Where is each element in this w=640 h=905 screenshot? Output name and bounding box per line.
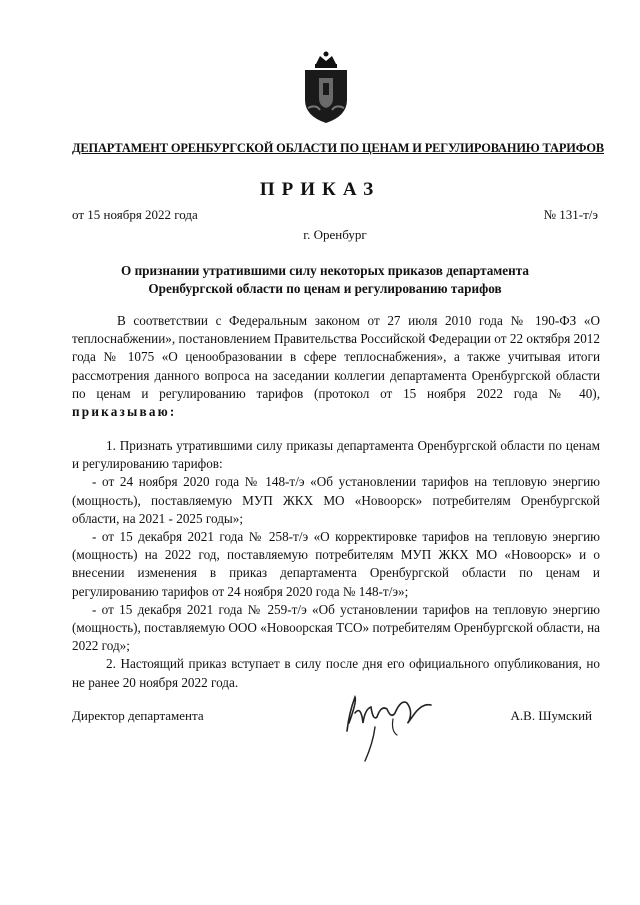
order-number: № 131-т/э	[543, 207, 598, 222]
repealed-order-259: - от 15 декабря 2021 года № 259-т/э «Об установлении тарифов на тепловую энергию (мощность), поставляемую ООО «Новоорская ТСО» потребителям Оренбургской области, на 2022 год»;	[72, 601, 600, 654]
signer-position: Директор департамента	[72, 708, 204, 723]
repealed-order-258: - от 15 декабря 2021 года № 258-т/э «О корректировке тарифов на тепловую энергию (мощность) на 2022 год, поставляемую потребителям МУП ЖКХ МО «Новоорск» и о внесении изменения в приказ департамента Оренбургской области по ценам и регулированию тарифов от 24 ноября 2020 года № 148-т/э»;	[72, 529, 600, 599]
order-items	[72, 437, 600, 692]
order-city: г. Оренбург	[303, 227, 367, 242]
order-word: приказываю:	[72, 404, 177, 420]
handwritten-signature	[335, 683, 445, 763]
order-item-1: 1. Признать утратившими силу приказы департамента Оренбургской области по ценам и регулированию тарифов:	[72, 438, 600, 472]
repealed-order-148: - от 24 ноября 2020 года № 148-т/э «Об установлении тарифов на тепловую энергию (мощность), поставляемую МУП ЖКХ МО «Новоорск» потребителям Оренбургской области, на 2021 - 2025 годы»;	[72, 474, 600, 526]
signer-name: А.В. Шумский	[510, 708, 592, 723]
coat-of-arms-emblem	[296, 50, 356, 126]
department-name: ДЕПАРТАМЕНТ ОРЕНБУРГСКОЙ ОБЛАСТИ ПО ЦЕНАМ И РЕГУЛИРОВАНИЮ ТАРИФОВ	[72, 141, 604, 155]
preamble-paragraph	[72, 312, 600, 421]
order-subject: О признании утратившими силу некоторых приказов департамента Оренбургской области по ценам и регулированию тарифов	[121, 263, 529, 296]
document-title: ПРИКАЗ	[259, 179, 381, 200]
order-item-2: 2. Настоящий приказ вступает в силу после дня его официального опубликования, но не ранее 20 ноября 2022 года.	[72, 656, 600, 690]
order-date: от 15 ноября 2022 года	[72, 207, 198, 222]
preamble-text: В соответствии с Федеральным законом от 27 июля 2010 года № 190-ФЗ «О теплоснабжении», постановлением Правительства Российской Федерации от 22 октября 2012 года № 1075 «О ценообразовании в сфере теплоснабжения», а также учитывая итоги рассмотрения данного вопроса на заседании коллегии департамента Оренбургской области по ценам и регулированию тарифов (протокол от 15 ноября 2022 года № 40),	[72, 313, 600, 401]
